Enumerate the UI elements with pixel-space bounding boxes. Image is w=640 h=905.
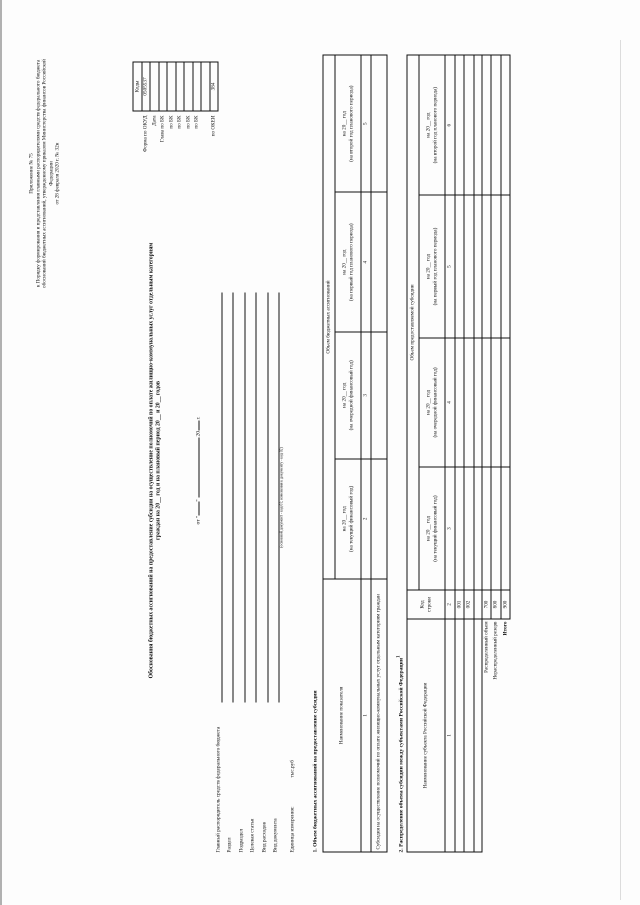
doc-type-note: (основной документ - код 01; изменения к документу - код 02) — [279, 446, 283, 548]
form-title: Обоснования бюджетных ассигнований на предоставление субсидии на осуществление полномочий по оплате жилищно-коммунальных услуг отдельным категориям граждан на 20__ год и на плановый период 20__ и 20__ годов — [148, 242, 162, 678]
codes-label: Дата — [150, 115, 157, 126]
s2-year-top: на 20__ год — [425, 112, 431, 138]
meta-row — [222, 292, 234, 852]
codes-table — [132, 61, 218, 155]
section2-heading — [396, 655, 405, 852]
codes-label: по ОКЕИ — [210, 115, 216, 136]
unit-label: Единица измерения: — [288, 805, 295, 852]
unit-value: тыс.руб — [288, 759, 295, 777]
meta-label: Подраздел — [237, 828, 244, 852]
s1-group-header: Объем бюджетных ассигнований — [323, 55, 335, 579]
s1-year-top: на 20__ год — [341, 110, 347, 136]
s2-total-label: Нераспределенный резерв — [492, 621, 498, 680]
meta-label: Раздел — [226, 837, 233, 852]
s2-total-code: 900 — [500, 590, 510, 619]
total-row — [500, 55, 510, 852]
s1-col-num: 5 — [361, 55, 371, 192]
s1-value-cell — [370, 55, 386, 192]
s1-row-label: Субсидия на осуществление полномочий по оплате жилищно-коммунальных услуг отдельным категориям граждан — [370, 579, 386, 852]
s2-total-code: 800 — [491, 590, 501, 619]
s1-value-cell — [370, 192, 386, 332]
s2-year-header — [419, 467, 445, 590]
date-g: г. — [195, 415, 201, 420]
codes-header: Коды — [133, 62, 142, 111]
s2-row-code: 002 — [464, 590, 474, 619]
codes-label: Форма по ОКУД — [142, 115, 148, 152]
section2-table — [406, 54, 510, 852]
codes-value — [150, 62, 159, 111]
s2-col-num: 3 — [445, 467, 455, 590]
s2-total-code: 700 — [481, 590, 491, 619]
meta-label: Главный распорядитель средств федерального бюджета — [214, 726, 221, 852]
s1-col-num: 2 — [361, 458, 371, 578]
table-row — [473, 55, 481, 852]
meta-row — [268, 292, 280, 852]
appendix-date: от 28 февраля 2020 г. № 32н — [54, 142, 60, 204]
s1-col-name: Наименование показателя — [323, 579, 361, 852]
s2-year-top: на 20__ год — [425, 389, 431, 415]
table-row — [464, 55, 474, 852]
s1-year-sub: (на очередной финансовый год) — [347, 359, 354, 430]
table-row — [454, 55, 464, 852]
codes-label: по БК — [176, 115, 182, 129]
appendix-text: к Порядку формирования и представления главными распорядителями средств федерального бюджета обоснований бюджетных ассигнований, утвержденному приказом Министерства финансов Российской Федерации — [34, 58, 54, 288]
s1-year-header — [335, 192, 361, 332]
meta-row — [256, 292, 268, 852]
appendix-number: Приложение № 75 — [28, 152, 34, 194]
s1-year-top: на 20__ год — [341, 382, 347, 408]
s2-year-sub: (на первый год планового периода) — [431, 227, 438, 305]
s1-year-sub: (на второй год планового периода) — [347, 85, 354, 162]
s2-total-label: Итого — [501, 621, 508, 635]
codes-label: по БК — [193, 115, 199, 129]
s1-value-cell — [370, 458, 386, 578]
meta-fill-line — [247, 292, 256, 702]
total-row — [491, 55, 501, 852]
scan-edge — [620, 40, 621, 900]
unit-row — [284, 292, 296, 852]
s2-year-header — [419, 55, 445, 195]
date-quote: " — [195, 498, 201, 502]
s1-value-cell — [370, 331, 386, 458]
s2-col-num: 4 — [445, 337, 455, 466]
s1-col-num: 3 — [361, 331, 371, 458]
s2-row-code: 001 — [454, 590, 464, 619]
meta-label: Вид документа — [272, 817, 279, 852]
codes-value: 384 — [209, 62, 218, 111]
section1-heading: 1. Объем бюджетных ассигнований на предоставление субсидии — [312, 689, 318, 852]
date-from: от " — [195, 515, 201, 525]
s2-col-code: Код строки — [407, 590, 445, 619]
s2-year-header — [419, 195, 445, 337]
section2-heading-text: 2. Распределение объема субсидии между субъектами Российской Федерации — [397, 657, 404, 852]
meta-row — [210, 292, 222, 852]
codes-label: по БК — [167, 115, 174, 129]
codes-label: по БК — [184, 115, 191, 129]
s1-col-num: 1 — [361, 579, 371, 852]
s2-col-name: Наименование субъекта Российской Федерации — [407, 619, 445, 852]
s2-col-num: 2 — [445, 590, 455, 619]
codes-value — [158, 62, 167, 111]
meta-fill-line — [236, 292, 245, 702]
appendix-note — [28, 53, 61, 293]
s2-col-num: 1 — [445, 619, 455, 852]
s1-year-sub: (на первый год планового периода) — [347, 222, 354, 301]
date-year: 20 — [195, 430, 201, 437]
codes-label: Глава по БК — [159, 115, 165, 142]
meta-fill-line — [270, 292, 279, 702]
s2-total-label: Распределенный объем — [482, 621, 489, 673]
codes-value — [175, 62, 184, 111]
total-row — [481, 55, 491, 852]
s2-year-sub: (на очередной финансовый год) — [431, 366, 438, 438]
s2-year-sub: (на текущий финансовый год) — [431, 494, 438, 562]
s1-year-header — [335, 331, 361, 458]
form-meta — [210, 292, 295, 852]
rotated-form — [20, 35, 620, 870]
codes-value — [201, 62, 210, 111]
scan-edge — [0, 0, 2, 905]
section1-table — [322, 54, 387, 852]
meta-fill-line — [259, 292, 268, 702]
s1-year-header — [335, 55, 361, 192]
s2-year-header — [419, 337, 445, 466]
s1-year-header — [335, 458, 361, 578]
s2-col-num: 6 — [445, 55, 455, 195]
s1-year-sub: (на текущий финансовый год) — [347, 485, 354, 552]
meta-row — [245, 292, 257, 852]
s2-year-top: на 20__ год — [425, 253, 431, 279]
codes-label — [201, 111, 210, 155]
codes-value: 0505537 — [141, 62, 150, 111]
s2-year-top: на 20__ год — [425, 515, 431, 541]
meta-row — [233, 292, 245, 852]
footnote-mark: 1 — [396, 655, 401, 658]
s1-year-top: на 20__ год — [341, 249, 347, 275]
s1-year-top: на 20__ год — [341, 505, 347, 531]
s2-year-sub: (на второй год планового периода) — [431, 86, 438, 163]
s2-group-header: Объем предоставляемой субсидии — [407, 55, 419, 590]
meta-fill-line — [213, 292, 222, 702]
s1-col-num: 4 — [361, 192, 371, 332]
s2-col-num: 5 — [445, 195, 455, 337]
codes-value — [184, 62, 193, 111]
meta-label: Вид расходов — [260, 821, 267, 852]
codes-value — [192, 62, 201, 111]
codes-value — [167, 62, 176, 111]
date-line — [195, 360, 202, 580]
meta-fill-line — [224, 292, 233, 702]
meta-label: Целевая статья — [249, 818, 256, 852]
